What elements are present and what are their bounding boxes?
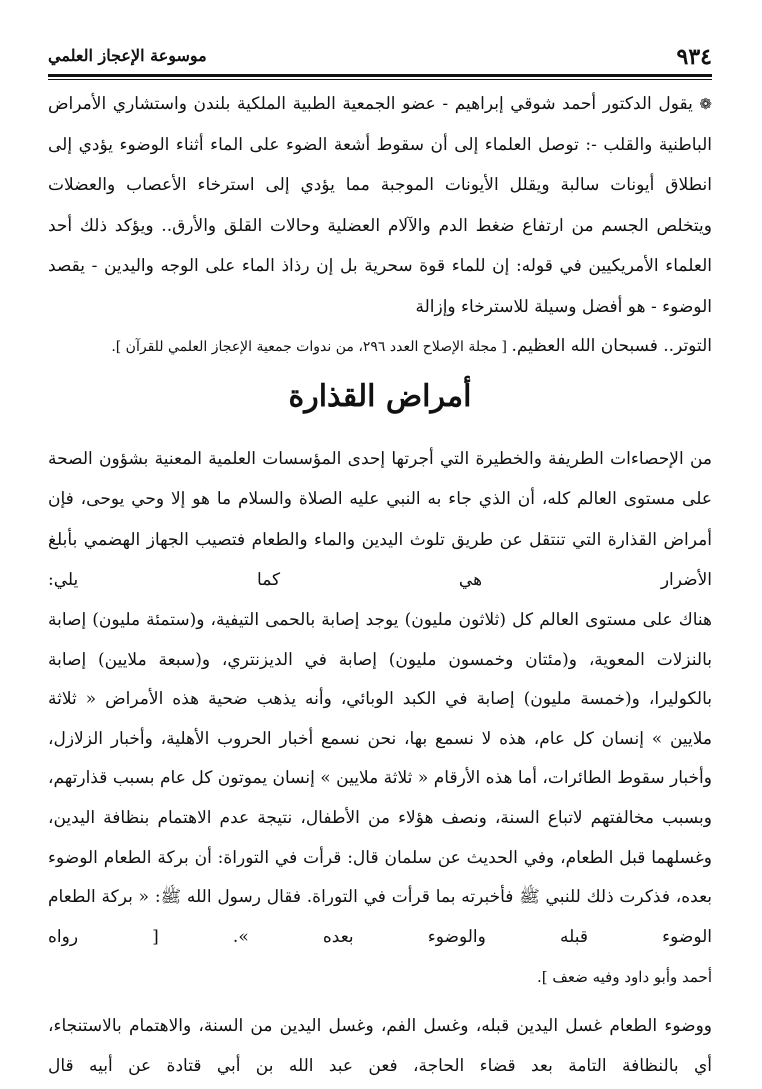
intro-paragraph (48, 84, 712, 365)
page-header (48, 44, 712, 74)
section-final-paragraph: ووضوء الطعام غسل اليدين قبله، وغسل الفم، وغسل اليدين من السنة، والاهتمام بالاستنجاء، أي بالنظافة التامة بعد قضاء الحاجة، فعن عبد الله بن أبي قتادة عن أبيه قال (48, 1015, 712, 1077)
header-rule (48, 74, 712, 77)
page-content (48, 84, 712, 1087)
intro-reference: [ مجلة الإصلاح العدد ٢٩٦، من ندوات جمعية الإعجاز العلمي للقرآن ]. (111, 338, 507, 355)
intro-closing-line (48, 328, 712, 365)
intro-last-line: التوتر.. فسبحان الله العظيم. (511, 335, 712, 356)
intro-text: يقول الدكتور أحمد شوقي إبراهيم - عضو الجمعية الطبية الملكية بلندن واستشاري الأمراض الباطنية والقلب -: توصل العلماء إلى أن سقوط أشعة الضوء على الماء أثناء الوضوء يؤدي إلى انطلاق أيونات سالبة ويقلل الأيونات الموجبة مما يؤدي إلى استرخاء الأعصاب والعضلات ويتخلص الجسم من ارتفاع ضغط الدم والآلام العضلية وحالات القلق والأرق.. ويؤكد ذلك أحد العلماء الأمريكيين في قوله: إن للماء قوة سحرية بل إن رذاذ الماء على الوجه واليدين - يقصد الوضوء - هو أفضل وسيلة للاسترخاء وإزالة (48, 94, 712, 317)
paragraph-gap (48, 998, 712, 1006)
flower-bullet-icon: ❁ (699, 95, 712, 113)
section-paragraph-2: هناك على مستوى العالم كل (ثلاثون مليون) يوجد إصابة بالحمى التيفية، و(ستمئة مليون) إصابة بالنزلات المعوية، و(مئتان وخمسون مليون) إصابة في الديزنتري، و(سبعة ملايين) إصابة بالكوليرا، و(خمسة مليون) إصابة في الكبد الوبائي، وأنه يذهب ضحية هذه الأمراض « ثلاثة ملايين » إنسان كل عام، هذه لا نسمع بها، نحن نسمع أخبار الحروب الأهلية، وأخبار الزلازل، وأخبار سقوط الطائرات، أما هذه الأرقام « ثلاثة ملايين » إنسان يموتون كل عام بسبب قذارتهم، وبسبب مخالفتهم لاتباع السنة، ونصف هؤلاء من الأطفال، نتيجة عدم الاهتمام بنظافة اليدين، وغسلهما قبل الطعام، وفي الحديث عن سلمان قال: قرأت في التوراة: أن بركة الطعام الوضوء بعده، فذكرت ذلك للنبي ﷺ فأخبرته بما قرأت في التوراة. فقال رسول الله ﷺ: « بركة الطعام الوضوء قبله والوضوء بعده ». [ رواه (48, 609, 712, 947)
page-number: ٩٣٤ (676, 44, 712, 70)
running-title: موسوعة الإعجاز العلمي (48, 46, 207, 65)
section-paragraph-2-end: أحمد وأبو داود وفيه ضعف ]. (536, 968, 712, 987)
section-paragraph-1: من الإحصاءات الطريفة والخطيرة التي أجرتها إحدى المؤسسات العلمية المعنية بشؤون الصحة على مستوى العالم كله، أن الذي جاء به النبي عليه الصلاة والسلام ما هو إلا وحي يوحى، فإن أمراض القذارة التي تنتقل عن طريق تلوث اليدين والماء والطعام فتصيب الجهاز الهضمي بأبلغ الأضرار هي كما يلي: (48, 448, 712, 591)
header-rule-thin (48, 79, 712, 80)
section-title: أمراض القذارة (288, 378, 472, 414)
